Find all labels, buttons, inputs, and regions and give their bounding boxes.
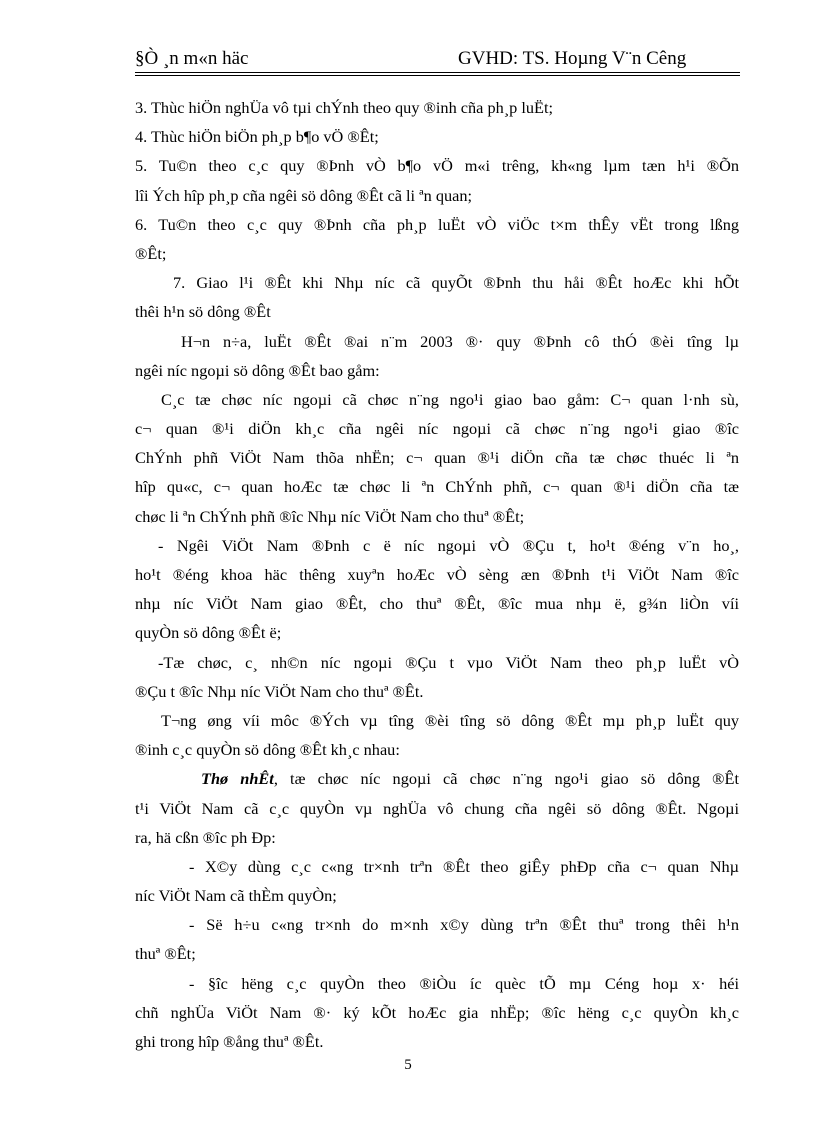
body-line: -Tæ chøc, c¸ nh©n níc ngoµi ®Çu t vµo ViÖt Nam theo ph¸p luËt vÒ [158,652,739,672]
body-line: níc ViÖt Nam cã thÈm quyÒn; [135,886,337,906]
body-line: C¸c tæ chøc níc ngoµi cã chøc n¨ng ngo¹i giao bao gåm: C¬ quan l·nh sù, [161,389,739,409]
body-line [135,764,739,793]
body-line: thuª ®Êt; [135,944,196,964]
body-line: ChÝnh phñ ViÖt Nam thõa nhËn; c¬ quan ®¹i diÖn cña tæ chøc thuéc li ªn [135,448,739,468]
body-line: - Ngêi ViÖt Nam ®Þnh c ë níc ngoµi vÒ ®Çu t, ho¹t ®éng v¨n ho¸, [158,535,739,555]
body-line: t¹i ViÖt Nam cã c¸c quyÒn vµ nghÜa vô chung cña ngêi sö dông ®Êt. Ngoµi [135,798,739,818]
body-line: 5. Tu©n theo c¸c quy ®Þnh vÒ b¶o vÖ m«i trêng, kh«ng lµm tæn h¹i ®Õn [135,156,739,176]
header-rule [135,72,740,73]
page-number: 5 [404,1057,412,1073]
body-line: nhµ níc ViÖt Nam giao ®Êt, cho thuª ®Êt, ®îc mua nhµ ë, g¾n liÒn víi [135,594,739,614]
body-line: hîp qu«c, c¬ quan hoÆc tæ chøc li ªn ChÝnh phñ, c¬ quan ®¹i diÖn cña tæ [135,477,739,497]
body-line: - §îc hëng c¸c quyÒn theo ®iÒu íc quèc tÕ mµ Céng hoµ x· héi [189,973,739,993]
header-course-title: §Ò ¸n m«n häc [135,48,249,69]
body-line-rest: , tæ chøc níc ngoµi cã chøc n¨ng ngo¹i giao sö dông ®Êt [273,769,739,789]
header-supervisor: GVHD: TS. Hoµng V¨n Cêng [458,48,687,69]
body-line: 3. Thùc hiÖn nghÜa vô tµi chÝnh theo quy ®inh cña ph¸p luËt; [135,98,554,117]
body-line: ra, hä cßn ®îc ph Ðp: [135,827,276,847]
body-line: - Së h÷u c«ng tr×nh do m×nh x©y dùng trªn ®Êt thuª trong thêi h¹n [189,915,739,935]
body-line: 6. Tu©n theo c¸c quy ®Þnh cña ph¸p luËt vÒ viÖc t×m thÊy vËt trong lßng [135,214,739,234]
header-rule-double [135,75,740,76]
body-line: H¬n n÷a, luËt ®Êt ®ai n¨m 2003 ®· quy ®Þnh cô thÓ ®èi tîng lµ [181,331,739,351]
body-line: ®Çu t ®îc Nhµ níc ViÖt Nam cho thuª ®Êt. [135,681,424,701]
body-line: chøc li ªn ChÝnh phñ ®îc Nhµ níc ViÖt Nam cho thuª ®Êt; [135,506,525,526]
body-line: c¬ quan ®¹i diÖn kh¸c cña ngêi níc ngoµi cã chøc n¨ng ngo¹i giao ®îc [135,419,739,439]
emphasis-first: Thø nhÊt [201,769,274,789]
body-line: 7. Giao l¹i ®Êt khi Nhµ níc cã quyÕt ®Þnh thu håi ®Êt hoÆc khi hÕt [173,273,739,293]
body-line: ngêi níc ngoµi sö dông ®Êt bao gåm: [135,360,380,380]
document-body [135,93,739,1056]
body-line: quyÒn sö dông ®Êt ë; [135,623,282,643]
body-line: lîi Ých hîp ph¸p cña ngêi sö dông ®Êt cã li ªn quan; [135,185,472,205]
body-line: ®inh c¸c quyÒn sö dông ®Êt kh¸c nhau: [135,740,400,760]
body-line: ho¹t ®éng khoa häc thêng xuyªn hoÆc vÒ sèng æn ®Þnh t¹i ViÖt Nam ®îc [135,565,739,584]
body-line: thêi h¹n sö dông ®Êt [135,302,271,322]
body-line: T¬ng øng víi môc ®Ých vµ tîng ®èi tîng sö dông ®Êt mµ ph¸p luËt quy [161,710,739,730]
body-line: 4. Thùc hiÖn biÖn ph¸p b¶o vÖ ®Êt; [135,127,379,147]
body-line: chñ nghÜa ViÖt Nam ®· ký kÕt hoÆc gia nhËp; ®îc hëng c¸c quyÒn kh¸c [135,1002,739,1022]
body-line: - X©y dùng c¸c c«ng tr×nh trªn ®Êt theo giÊy phÐp cña c¬ quan Nhµ [189,856,739,876]
body-line: ®Êt; [135,243,167,263]
body-line: ghi trong hîp ®ång thuª ®Êt. [135,1032,324,1051]
page-header [135,48,740,72]
